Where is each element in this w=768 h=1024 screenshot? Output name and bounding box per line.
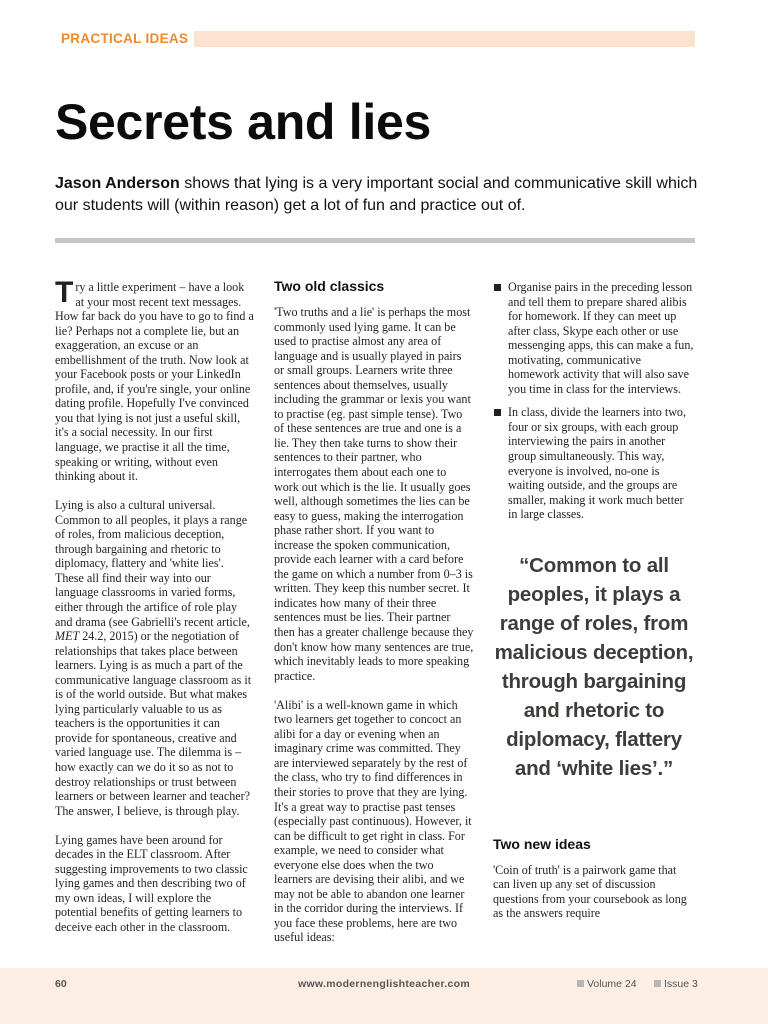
paragraph-text-a: Lying is also a cultural universal. Common to all peoples, it plays a range of roles, from malicious deception, through bargaining and rhetoric to diplomacy, flattery and 'white lies'. These all find their way into our language classrooms in varied forms, either through the artifice of role play and drama (see Gabrielli's recent article,: [55, 498, 250, 629]
tips-list: [493, 280, 695, 522]
column-1: [55, 276, 255, 949]
list-item-text: In class, divide the learners into two, four or six groups, with each group interviewing the pairs in another group simultaneously. This way, everyone is involved, no-one is waiting outside, and the groups are smaller, making it work much better in large classes.: [508, 405, 686, 522]
standfirst: [55, 173, 705, 217]
section-bar: [55, 31, 695, 47]
article-title: Secrets and lies: [55, 94, 431, 150]
journal-title: MET: [55, 629, 80, 644]
page-number: 60: [55, 978, 67, 990]
list-item-text: Organise pairs in the preceding lesson and tell them to prepare shared alibis for homework. If they can meet up after class, Skype each other or use messenging apps, this can make a fun, motivating, communicative homework activity that will also save you time in class for the interviews.: [508, 280, 694, 396]
author-name: Jason Anderson: [55, 175, 180, 192]
square-icon: [654, 980, 661, 987]
drop-cap: T: [55, 276, 74, 309]
list-item: [493, 280, 695, 396]
paragraph-alibi: 'Alibi' is a well-known game in which two learners get together to concoct an alibi for a day or evening when an imaginary crime was committed. They are interviewed separately by the rest of the class, who try to find differences in their stories to prove that they are lying. It's a great way to practise past tenses (especially past continuous). However, it can be difficult to get right in class. For example, we need to consider what everyone else does when the two learners are devising their alibi, and we may not be able to abandon one learner in the corridor during the interviews. If you face these problems, here are two useful ideas:: [274, 697, 472, 945]
heading-two-new-ideas: Two new ideas: [493, 835, 591, 852]
standfirst-text: shows that lying is a very important social and communicative skill which our students will (within reason) get a lot of fun and practice out of.: [55, 175, 698, 214]
volume-label: [577, 978, 637, 990]
bullet-square-icon: [494, 284, 501, 291]
paragraph-intro: [55, 276, 255, 484]
list-item: [493, 405, 695, 521]
bullet-square-icon: [494, 409, 501, 416]
heading-two-old-classics: Two old classics: [274, 278, 385, 294]
paragraph-cultural-universal: [55, 498, 255, 818]
issue-label: [654, 978, 698, 990]
page-footer: [0, 968, 768, 1024]
website-link[interactable]: www.modernenglishteacher.com: [298, 978, 470, 990]
column-3: [493, 280, 695, 935]
column-2: [274, 278, 474, 960]
issue-text: Issue 3: [664, 978, 698, 990]
section-label: PRACTICAL IDEAS: [55, 30, 194, 48]
square-icon: [577, 980, 584, 987]
paragraph-two-truths: 'Two truths and a lie' is perhaps the most commonly used lying game. It can be used to practise almost any area of language and is usually played in pairs or small groups. Learners write three sentences about themselves, usually including the grammar or lexis you want to practise (eg. past simple tense). Two of these sentences are true and one is a lie. They then take turns to show their sentences to their partner, who interrogates them about each one to work out which is the lie. It usually goes well, although sometimes the lies can be easy to guess, making the interrogation phase rather short. If you want to increase the spoken communication, provide each learner with a card before the game on which a number from 0–3 is written. They keep this number secret. It indicates how many of their three sentences must be lies. Their partner then has a greater challenge because they don't know how many sentences are true, which inevitably leads to more speaking practice.: [274, 305, 474, 683]
paragraph-lying-games: Lying games have been around for decades in the ELT classroom. After suggesting improvements to two classic lying games and then describing two of my own ideas, I will explore the potential benefits of getting learners to deceive each other in the classroom.: [55, 832, 248, 934]
volume-text: Volume 24: [587, 978, 637, 990]
paragraph-intro-text: ry a little experiment – have a look at your most recent text messages. How far back do you have to go to find a lie? Perhaps not a complete lie, but an exaggeration, an excuse or an embellishment of the truth. Now look at your Facebook posts or your LinkedIn profile, and, if you're single, your online dating profile. Hopefully I've convinced you that lying is not just a useful skill, it's a social necessity. In our first language, we practise it all the time, speaking or writing, without even thinking about it.: [55, 280, 254, 484]
pull-quote: “Common to all peoples, it plays a range of roles, from malicious deception, through bargaining and rhetoric to diplomacy, flattery and ‘white lies’.”: [494, 553, 694, 780]
paragraph-text-b: 24.2, 2015) or the negotiation of relationships that takes place between learners. Lying is as much a part of the communicative language classroom as it is of the world outside. But what makes lying particularly valuable to us as teachers is the opportunities it can provide for spontaneous, creative and varied language use. The dilemma is – how exactly can we do it so as not to destroy relationships or trust between learners or between learner and teacher? The answer, I believe, is through play.: [55, 629, 252, 818]
title-divider: [55, 238, 695, 243]
paragraph-coin-of-truth: 'Coin of truth' is a pairwork game that can liven up any set of discussion questions from your coursebook as long as the answers require: [493, 862, 687, 921]
